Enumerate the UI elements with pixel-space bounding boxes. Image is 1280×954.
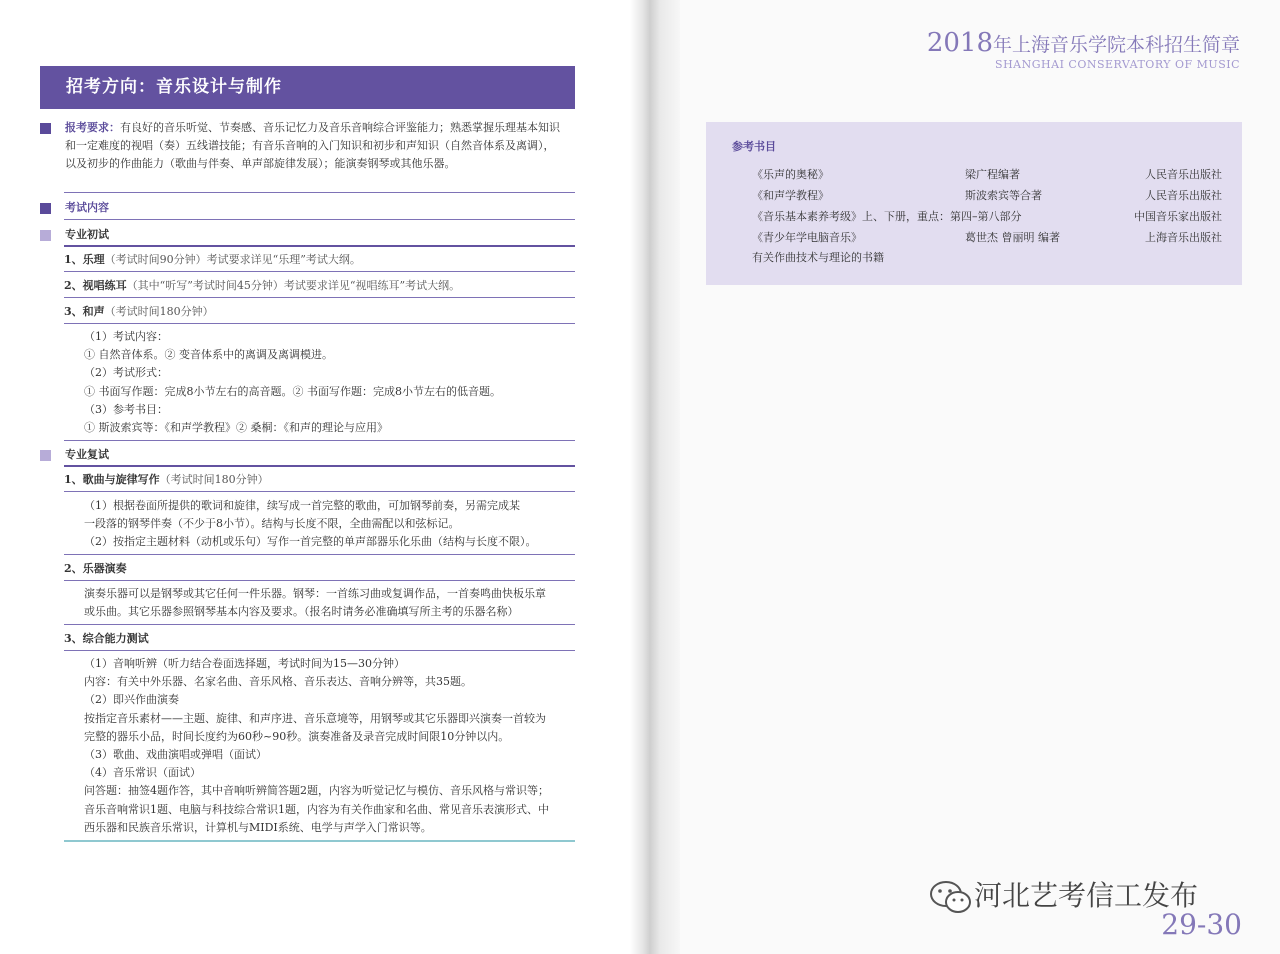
- item-title: 1、乐理: [64, 253, 105, 266]
- square-bullet-icon: [40, 123, 51, 134]
- reference-row: [752, 186, 1222, 206]
- item-title: 3、综合能力测试: [64, 632, 149, 645]
- retest-heading-row: [40, 446, 575, 464]
- ref-author: 葛世杰 曾丽明 编著: [965, 231, 1060, 244]
- ref-book: 《青少年学电脑音乐》: [752, 231, 862, 244]
- divider: [64, 440, 575, 441]
- ref-book: 《音乐基本素养考级》上、下册，重点：第四–第八部分: [752, 210, 1022, 223]
- page-numbers: 29-30: [1161, 908, 1242, 941]
- text-line: 完整的器乐小品，时间长度约为60秒~90秒。演奏准备及录音完成时间限10分钟以内。: [84, 729, 510, 743]
- reference-books-title: 参考书目: [732, 140, 776, 153]
- initial-item-2: [64, 277, 575, 295]
- exam-content-heading: 考试内容: [65, 201, 109, 214]
- item-sub: （考试时间90分钟）考试要求详见“乐理”考试大纲。: [104, 253, 361, 266]
- divider: [64, 323, 575, 324]
- text-line: 内容：有关中外乐器、名家名曲、音乐风格、音乐表达、音响分辨等，共35题。: [84, 675, 472, 689]
- watermark-text: 河北艺考信工发布: [974, 879, 1199, 912]
- ref-publisher: 中国音乐家出版社: [1134, 210, 1222, 223]
- reference-row: [752, 207, 1222, 227]
- divider: [64, 491, 575, 492]
- reference-row: [752, 228, 1222, 248]
- item-title: 2、乐器演奏: [64, 562, 127, 575]
- ref-book: 《乐声的奥秘》: [752, 168, 829, 181]
- text-line: （1）根据卷面所提供的歌词和旋律，续写成一首完整的歌曲，可加钢琴前奏，另需完成某: [84, 499, 520, 512]
- text-line: （1）考试内容：: [84, 330, 168, 343]
- reference-books-box: [706, 122, 1242, 285]
- text-line: （3）参考书目：: [84, 402, 168, 416]
- ref-publisher: 上海音乐出版社: [1145, 231, 1222, 244]
- initial-heading-row: [40, 226, 575, 244]
- divider: [64, 192, 575, 193]
- divider: [64, 650, 575, 651]
- text-line: 或乐曲。其它乐器参照钢琴基本内容及要求。（报名时请务必准确填写所主考的乐器名称）: [84, 605, 519, 619]
- retest-item-song: [64, 471, 575, 489]
- wechat-icon: [928, 878, 974, 916]
- brochure-title-text: 年上海音乐学院本科招生简章: [992, 34, 1240, 56]
- requirement-label: 报考要求：: [65, 121, 120, 134]
- text-line: 西乐器和民族音乐常识，计算机与MIDI系统、电学与声学入门常识等。: [84, 820, 432, 834]
- divider: [64, 219, 575, 220]
- item-title: 1、歌曲与旋律写作: [64, 473, 160, 486]
- item-sub: （考试时间180分钟）: [104, 305, 214, 318]
- text-line: （2）按指定主题材料（动机或乐句）写作一首完整的单声部器乐化乐曲（结构与长度不限）。: [84, 535, 537, 549]
- ref-book: 有关作曲技术与理论的书籍: [752, 251, 884, 264]
- brochure-title: [927, 28, 1240, 58]
- text-line: ① 书面写作题：完成8小节左右的高音题。② 书面写作题：完成8小节左右的低音题。: [84, 384, 501, 398]
- initial-item-1: [64, 251, 575, 269]
- harmony-details: [84, 328, 564, 437]
- comprehensive-details: [84, 655, 564, 837]
- exam-content-heading-row: [40, 199, 575, 217]
- divider: [64, 580, 575, 581]
- text-line: 问答题：抽签4题作答，其中音响听辨简答题2题，内容为听觉记忆与模仿、音乐风格与常识等；: [84, 784, 549, 798]
- ref-publisher: 人民音乐出版社: [1145, 168, 1222, 181]
- initial-item-3: [64, 303, 575, 321]
- square-bullet-icon: [40, 450, 51, 461]
- requirement-block: [40, 119, 575, 173]
- text-line: ① 自然音体系。② 变音体系中的离调及离调模进。: [84, 348, 333, 362]
- divider: [64, 271, 575, 272]
- bottom-divider: [64, 840, 575, 842]
- ref-publisher: 人民音乐出版社: [1145, 189, 1222, 202]
- reference-row: [752, 248, 1222, 268]
- divider: [64, 624, 575, 625]
- square-bullet-icon: [40, 230, 51, 241]
- page-fold-shadow: [630, 0, 680, 954]
- item-title: 2、视唱练耳: [64, 279, 127, 292]
- text-line: （1）音响听辨（听力结合卷面选择题，考试时间为15—30分钟）: [84, 657, 405, 670]
- ref-author: 梁广程编著: [965, 168, 1020, 181]
- retest-item-comprehensive: [64, 630, 575, 648]
- brochure-year: 2018: [926, 28, 993, 58]
- item-sub: （其中“听写”考试时间45分钟）考试要求详见“视唱练耳”考试大纲。: [126, 279, 461, 292]
- text-line: （2）考试形式：: [84, 366, 168, 380]
- requirement-text: 有良好的音乐听觉、节奏感、音乐记忆力及音乐音响综合评鉴能力；熟悉掌握乐理基本知识和一定难度的视唱（奏）五线谱技能；有音乐音响的入门知识和初步和声知识（自然音体系及离调），以及初步的作曲能力（歌曲与伴奏、单声部旋律发展）；能演奏钢琴或其他乐器。: [65, 121, 560, 170]
- song-details: [84, 497, 564, 552]
- text-line: （2）即兴作曲演奏: [84, 693, 179, 707]
- text-line: （4）音乐常识（面试）: [84, 766, 201, 780]
- item-sub: （考试时间180分钟）: [159, 473, 269, 486]
- divider: [64, 465, 575, 467]
- text-line: 演奏乐器可以是钢琴或其它任何一件乐器。钢琴：一首练习曲或复调作品，一首奏鸣曲快板乐章: [84, 587, 546, 600]
- section-banner: 招考方向：音乐设计与制作: [40, 66, 575, 109]
- divider: [64, 245, 575, 247]
- divider: [64, 554, 575, 555]
- text-line: 音乐音响常识1题、电脑与科技综合常识1题，内容为有关作曲家和名曲、常见音乐表演形式、中: [84, 802, 549, 816]
- text-line: （3）歌曲、戏曲演唱或弹唱（面试）: [84, 748, 267, 762]
- text-line: ① 斯波索宾等：《和声学教程》② 桑桐：《和声的理论与应用》: [84, 421, 388, 435]
- retest-item-instrument: [64, 560, 575, 578]
- ref-author: 斯波索宾等合著: [965, 189, 1042, 202]
- square-bullet-icon: [40, 203, 51, 214]
- text-line: 按指定音乐素材——主题、旋律、和声序进、音乐意境等，用钢琴或其它乐器即兴演奏一首较为: [84, 711, 546, 725]
- reference-row: [752, 165, 1222, 185]
- text-line: 一段落的钢琴伴奏（不少于8小节）。结构与长度不限，全曲需配以和弦标记。: [84, 517, 460, 531]
- ref-book: 《和声学教程》: [752, 189, 829, 202]
- brochure-subtitle: SHANGHAI CONSERVATORY OF MUSIC: [995, 58, 1240, 71]
- retest-heading: 专业复试: [65, 448, 109, 461]
- instrument-details: [84, 585, 564, 621]
- initial-heading: 专业初试: [65, 228, 109, 241]
- divider: [64, 297, 575, 298]
- item-title: 3、和声: [64, 305, 105, 318]
